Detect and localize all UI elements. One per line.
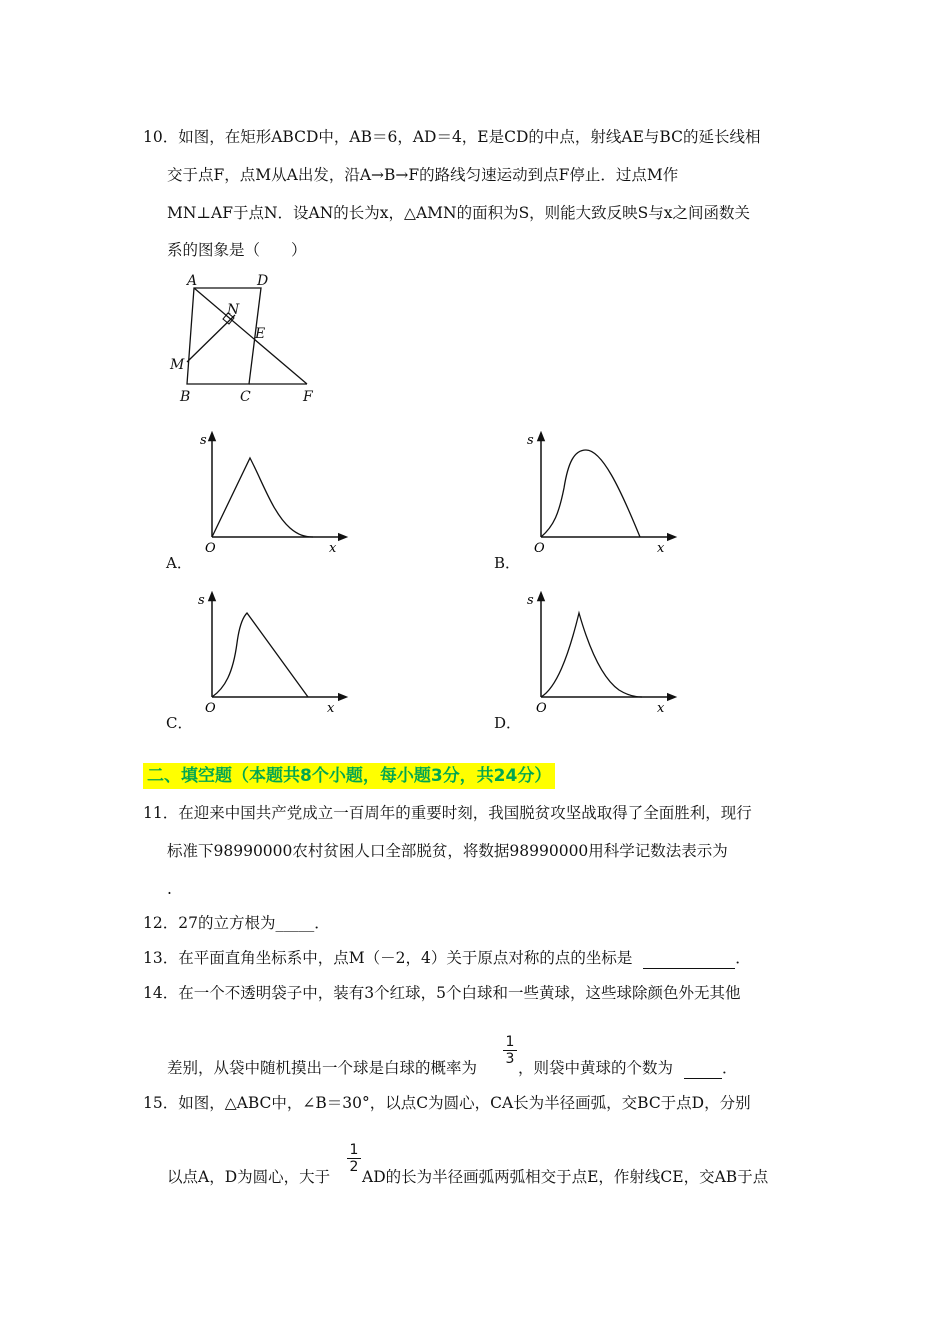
axis-label-s: s <box>200 433 207 448</box>
origin-label: O <box>536 701 547 716</box>
label-n: N <box>227 302 240 318</box>
q15-line-1: 15．如图，△ABC中，∠B＝30°，以点C为圆心，CA长为半径画弧，交BC于点D，分别 <box>143 1094 751 1112</box>
segment-mn <box>187 315 235 362</box>
curve-a <box>212 458 313 537</box>
q11-line-1: 11．在迎来中国共产党成立一百周年的重要时刻，我国脱贫攻坚战取得了全面胜利，现行 <box>143 804 752 822</box>
option-b-graph <box>524 428 684 556</box>
axis-label-s: s <box>527 593 534 608</box>
q14-fraction-denominator: 3 <box>505 1051 515 1067</box>
option-d-label[interactable]: D． <box>494 714 522 732</box>
q14-fraction-numerator: 1 <box>503 1034 517 1051</box>
q12-text: 12．27的立方根为_____． <box>143 914 330 932</box>
label-d: D <box>257 273 269 289</box>
option-c-label[interactable]: C． <box>166 714 193 732</box>
q14-line-2-pre: 差别，从袋中随机摸出一个球是白球的概率为 <box>167 1059 478 1077</box>
axis-label-x: x <box>327 701 335 716</box>
q15-line-2-pre: 以点A，D为圆心，大于 <box>167 1168 331 1186</box>
q11-line-3: . <box>167 880 172 898</box>
q14-line-1: 14．在一个不透明袋子中，装有3个红球，5个白球和一些黄球，这些球除颜色外无其他 <box>143 984 741 1002</box>
q14-line-2 <box>518 1057 737 1079</box>
q14-period: ． <box>721 1059 738 1077</box>
q13-line <box>143 947 751 969</box>
origin-label: O <box>534 541 545 556</box>
label-f: F <box>303 389 313 405</box>
q14-text-post: ，则袋中黄球的个数为 <box>518 1059 674 1077</box>
axis-label-x: x <box>657 701 665 716</box>
q13-answer-blank[interactable] <box>643 968 735 969</box>
curve-b <box>541 450 640 537</box>
q13-text: 13．在平面直角坐标系中，点M（－2，4）关于原点对称的点的坐标是 <box>143 949 633 967</box>
q13-period: ． <box>735 949 751 967</box>
label-m: M <box>170 357 185 373</box>
q10-line-1: 10．如图，在矩形ABCD中，AB＝6，AD＝4，E是CD的中点，射线AE与BC的延长线相 <box>143 128 761 146</box>
origin-label: O <box>205 701 216 716</box>
option-d-graph <box>524 588 684 716</box>
label-a: A <box>187 273 198 289</box>
section-2-header: 二、填空题（本题共8个小题，每小题3分，共24分） <box>143 763 555 789</box>
q14-fraction <box>503 1034 517 1067</box>
q15-fraction-numerator: 1 <box>347 1142 361 1159</box>
origin-label: O <box>205 541 216 556</box>
option-c-graph <box>195 588 355 716</box>
q14-answer-blank[interactable] <box>684 1078 722 1079</box>
q10-line-4: 系的图象是（ ） <box>167 241 307 259</box>
axis-label-x: x <box>329 541 337 556</box>
q11-line-2: 标准下98990000农村贫困人口全部脱贫，将数据98990000用科学记数法表示为 <box>167 842 728 860</box>
axis-label-s: s <box>198 593 205 608</box>
q15-line-2-post: AD的长为半径画弧两弧相交于点E，作射线CE，交AB于点 <box>362 1168 769 1186</box>
option-a-label[interactable]: A． <box>166 554 192 572</box>
option-b-label[interactable]: B． <box>494 554 521 572</box>
axis-label-x: x <box>657 541 665 556</box>
label-b: B <box>180 389 191 405</box>
curve-c <box>212 613 308 697</box>
axis-label-s: s <box>527 433 534 448</box>
label-e: E <box>255 326 266 342</box>
option-a-graph <box>195 428 355 556</box>
q15-fraction <box>347 1142 361 1175</box>
label-c: C <box>240 389 251 405</box>
q10-line-3: MN⊥AF于点N．设AN的长为x，△AMN的面积为S，则能大致反映S与x之间函数关 <box>167 204 751 222</box>
curve-d <box>541 613 642 697</box>
q10-geometry-figure <box>165 270 325 410</box>
q15-fraction-denominator: 2 <box>349 1159 359 1175</box>
q10-line-2: 交于点F，点M从A出发，沿A→B→F的路线匀速运动到点F停止．过点M作 <box>167 166 679 184</box>
